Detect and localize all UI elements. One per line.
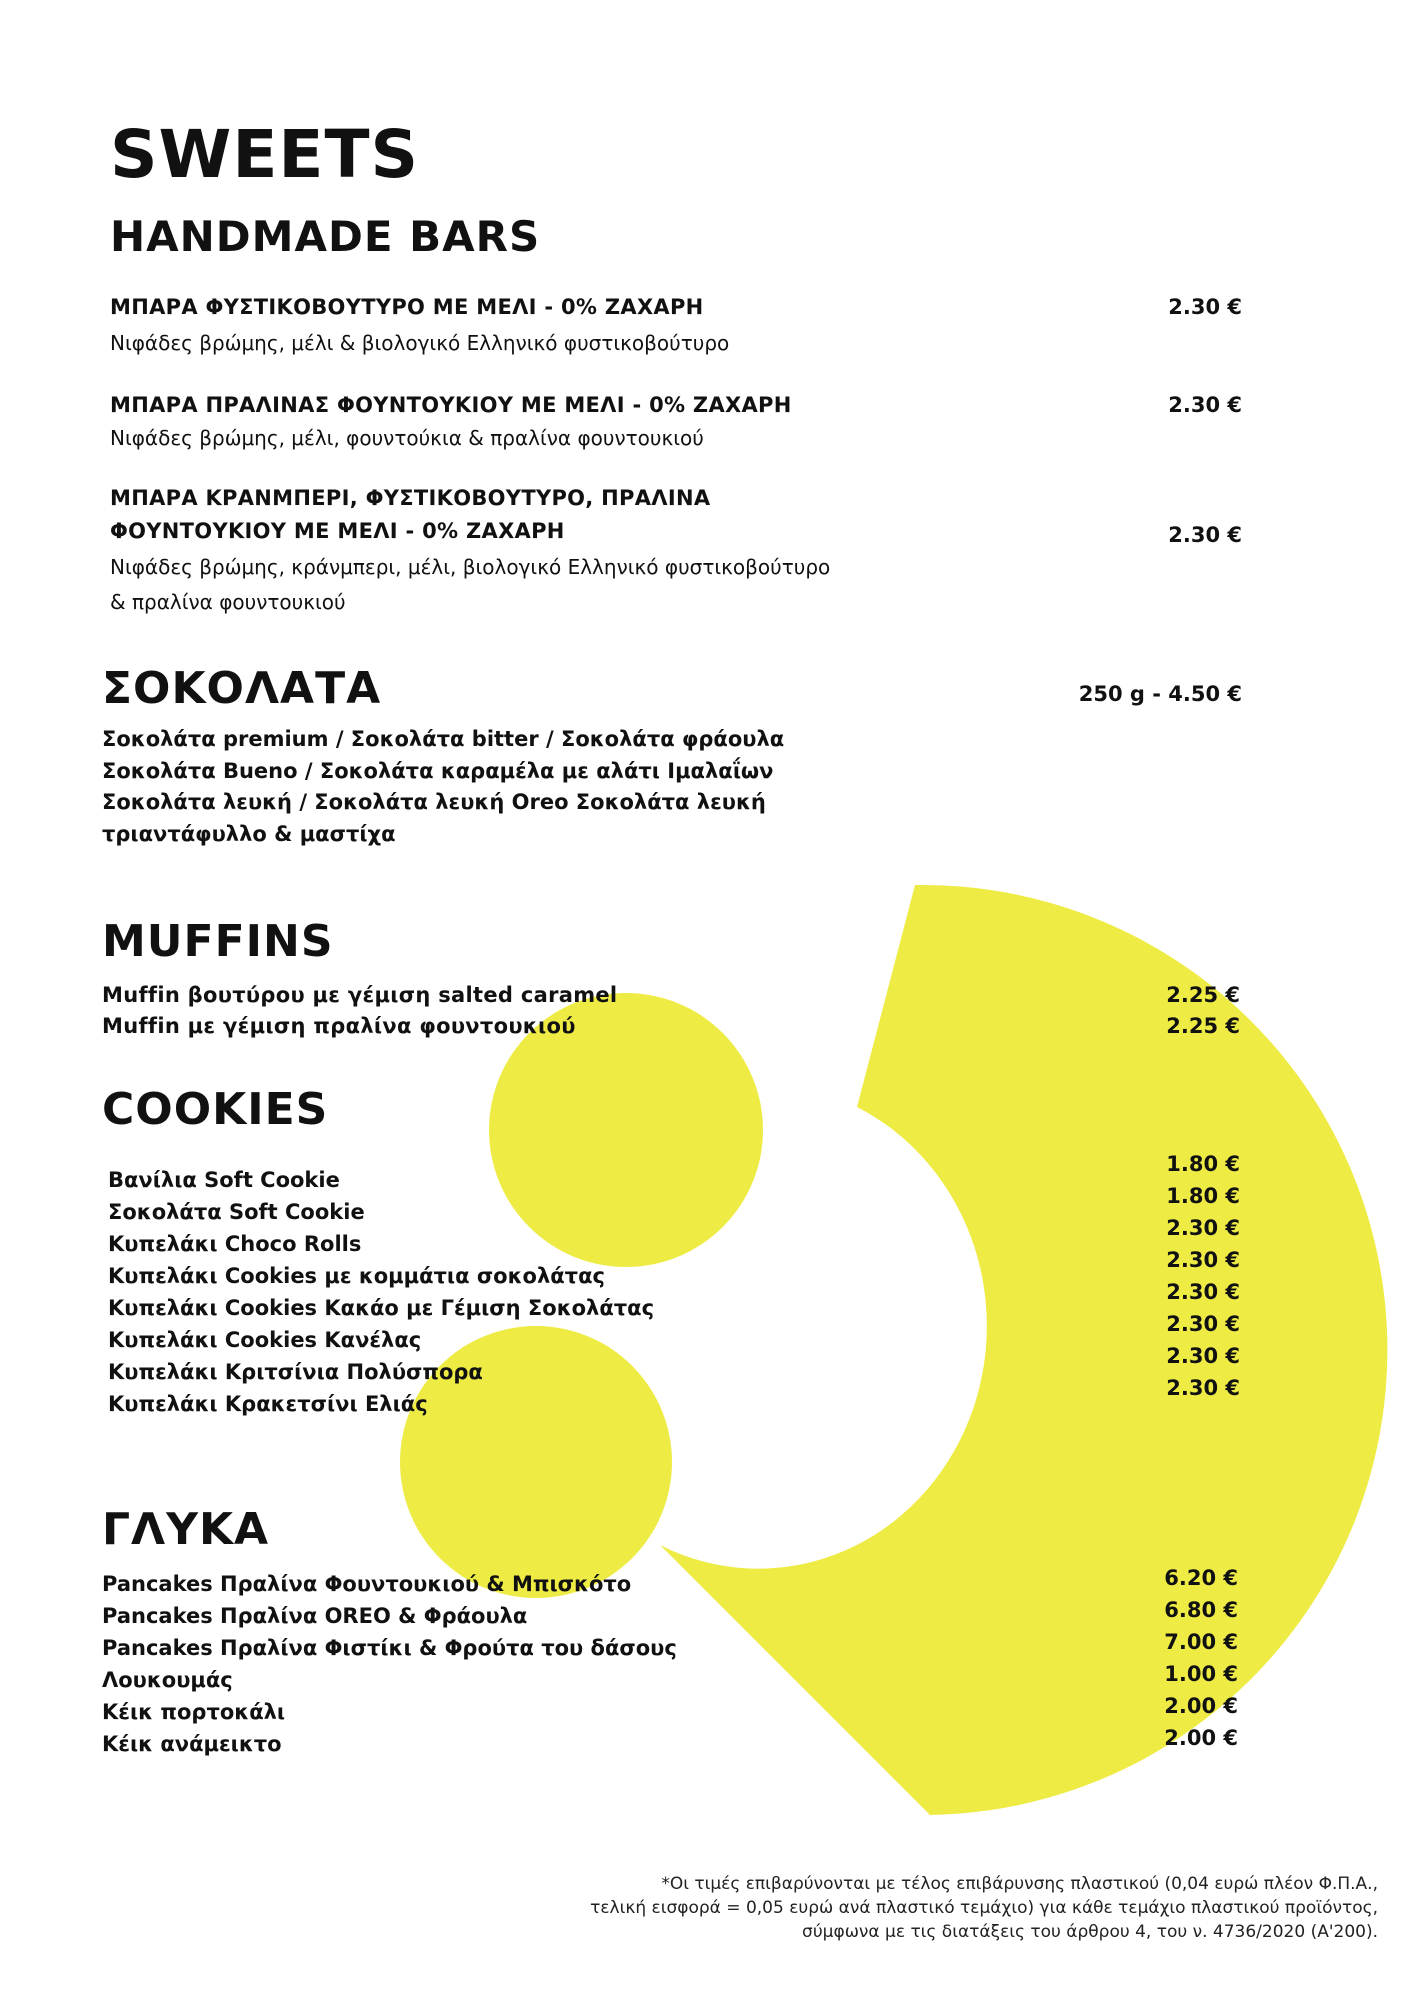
cookie-item-price: 1.80 € <box>1166 1184 1240 1208</box>
cookie-item-price: 2.30 € <box>1166 1216 1240 1240</box>
cookie-item-name: Κυπελάκι Choco Rolls <box>108 1232 362 1256</box>
cookie-item-price: 2.30 € <box>1166 1280 1240 1304</box>
bar-item-name: ΜΠΑΡΑ ΦΥΣΤΙΚΟΒΟΥΤΥΡΟ ΜΕ ΜΕΛΙ - 0% ΖΑΧΑΡΗ <box>110 295 704 319</box>
sweet-item-name: Pancakes Πραλίνα Φουντουκιού & Μπισκότο <box>102 1572 632 1596</box>
muffin-item-name: Muffin βουτύρου με γέμιση salted caramel <box>102 983 618 1007</box>
section-heading-chocolate: ΣΟΚΟΛΑΤΑ <box>102 663 382 714</box>
chocolate-line: Σοκολάτα premium / Σοκολάτα bitter / Σοκολάτα φράουλα <box>102 727 785 751</box>
bar-item-price: 2.30 € <box>1168 393 1242 417</box>
cookie-item-price: 1.80 € <box>1166 1152 1240 1176</box>
section-heading-cookies: COOKIES <box>102 1084 329 1135</box>
plastic-fee-footnote <box>590 1872 1378 1944</box>
sweet-item-price: 6.20 € <box>1164 1566 1238 1590</box>
bar-item-price: 2.30 € <box>1168 523 1242 547</box>
bar-item-description: & πραλίνα φουντουκιού <box>110 590 346 614</box>
bar-item-description: Νιφάδες βρώμης, μέλι & βιολογικό Ελληνικό φυστικοβούτυρο <box>110 331 730 355</box>
muffin-item-price: 2.25 € <box>1166 1014 1240 1038</box>
footnote-line: τελική εισφορά = 0,05 ευρώ ανά πλαστικό τεμάχιο) για κάθε τεμάχιο πλαστικού προϊόντος, <box>590 1898 1378 1918</box>
sweet-item-name: Κέικ πορτοκάλι <box>102 1700 286 1724</box>
cookie-item-name: Κυπελάκι Κριτσίνια Πολύσπορα <box>108 1360 483 1384</box>
cookie-item-name: Κυπελάκι Κρακετσίνι Ελιάς <box>108 1392 428 1416</box>
bar-item-name: ΜΠΑΡΑ ΠΡΑΛΙΝΑΣ ΦΟΥΝΤΟΥΚΙΟΥ ΜΕ ΜΕΛΙ - 0% ΖΑΧΑΡΗ <box>110 393 792 417</box>
bar-item-name: ΜΠΑΡΑ ΚΡΑΝΜΠΕΡΙ, ΦΥΣΤΙΚΟΒΟΥΤΥΡΟ, ΠΡΑΛΙΝΑ <box>110 486 711 510</box>
footnote-line: σύμφωνα με τις διατάξεις του άρθρου 4, του ν. 4736/2020 (Α'200). <box>802 1922 1378 1942</box>
cookie-item-name: Κυπελάκι Cookies Κανέλας <box>108 1328 422 1352</box>
chocolate-list <box>102 724 784 850</box>
sweet-item-price: 2.00 € <box>1164 1726 1238 1750</box>
sweet-item-name: Pancakes Πραλίνα OREO & Φράουλα <box>102 1604 528 1628</box>
section-heading-muffins: MUFFINS <box>102 916 334 967</box>
cookies-prices <box>1166 1148 1240 1404</box>
chocolate-line: Σοκολάτα λευκή / Σοκολάτα λευκή Oreo Σοκολάτα λευκή <box>102 790 766 814</box>
cookie-item-name: Κυπελάκι Cookies με κομμάτια σοκολάτας <box>108 1264 605 1288</box>
sweet-item-price: 1.00 € <box>1164 1662 1238 1686</box>
sweet-item-name: Λουκουμάς <box>102 1668 233 1692</box>
cookie-item-name: Κυπελάκι Cookies Κακάο με Γέμιση Σοκολάτας <box>108 1296 655 1320</box>
chocolate-line: τριαντάφυλλο & μαστίχα <box>102 821 396 846</box>
sweets-names <box>102 1568 677 1760</box>
cookie-item-price: 2.30 € <box>1166 1376 1240 1400</box>
cookie-item-price: 2.30 € <box>1166 1344 1240 1368</box>
bar-item-price: 2.30 € <box>1168 295 1242 319</box>
cookie-item-name: Βανίλια Soft Cookie <box>108 1168 340 1192</box>
yellow-arc-shape <box>660 885 1387 1815</box>
sweet-item-price: 6.80 € <box>1164 1598 1238 1622</box>
cookie-item-price: 2.30 € <box>1166 1312 1240 1336</box>
cookie-item-price: 2.30 € <box>1166 1248 1240 1272</box>
chocolate-price: 250 g - 4.50 € <box>1078 682 1242 706</box>
chocolate-line: Σοκολάτα Bueno / Σοκολάτα καραμέλα με αλάτι Ιμαλαΐων <box>102 758 774 783</box>
sweet-item-name: Pancakes Πραλίνα Φιστίκι & Φρούτα του δάσους <box>102 1636 677 1660</box>
muffin-item-name: Muffin με γέμιση πραλίνα φουντουκιού <box>102 1014 576 1038</box>
sweets-prices <box>1164 1562 1238 1754</box>
page-title: SWEETS <box>110 116 420 193</box>
cookie-item-name: Σοκολάτα Soft Cookie <box>108 1200 365 1224</box>
section-heading-sweets: ΓΛΥΚΑ <box>102 1504 270 1555</box>
bar-item-description: Νιφάδες βρώμης, μέλι, φουντούκια & πραλίνα φουντουκιού <box>110 426 704 450</box>
section-heading-bars: HANDMADE BARS <box>110 212 541 261</box>
bar-item-name: ΦΟΥΝΤΟΥΚΙΟΥ ΜΕ ΜΕΛΙ - 0% ΖΑΧΑΡΗ <box>110 519 565 543</box>
cookies-names <box>108 1164 654 1420</box>
bar-item-description: Νιφάδες βρώμης, κράνμπερι, μέλι, βιολογικό Ελληνικό φυστικοβούτυρο <box>110 555 831 579</box>
footnote-line: *Οι τιμές επιβαρύνονται με τέλος επιβάρυνσης πλαστικού (0,04 ευρώ πλέον Φ.Π.Α., <box>661 1874 1378 1894</box>
sweet-item-name: Κέικ ανάμεικτο <box>102 1732 282 1756</box>
sweet-item-price: 7.00 € <box>1164 1630 1238 1654</box>
sweet-item-price: 2.00 € <box>1164 1694 1238 1718</box>
muffin-item-price: 2.25 € <box>1166 983 1240 1007</box>
